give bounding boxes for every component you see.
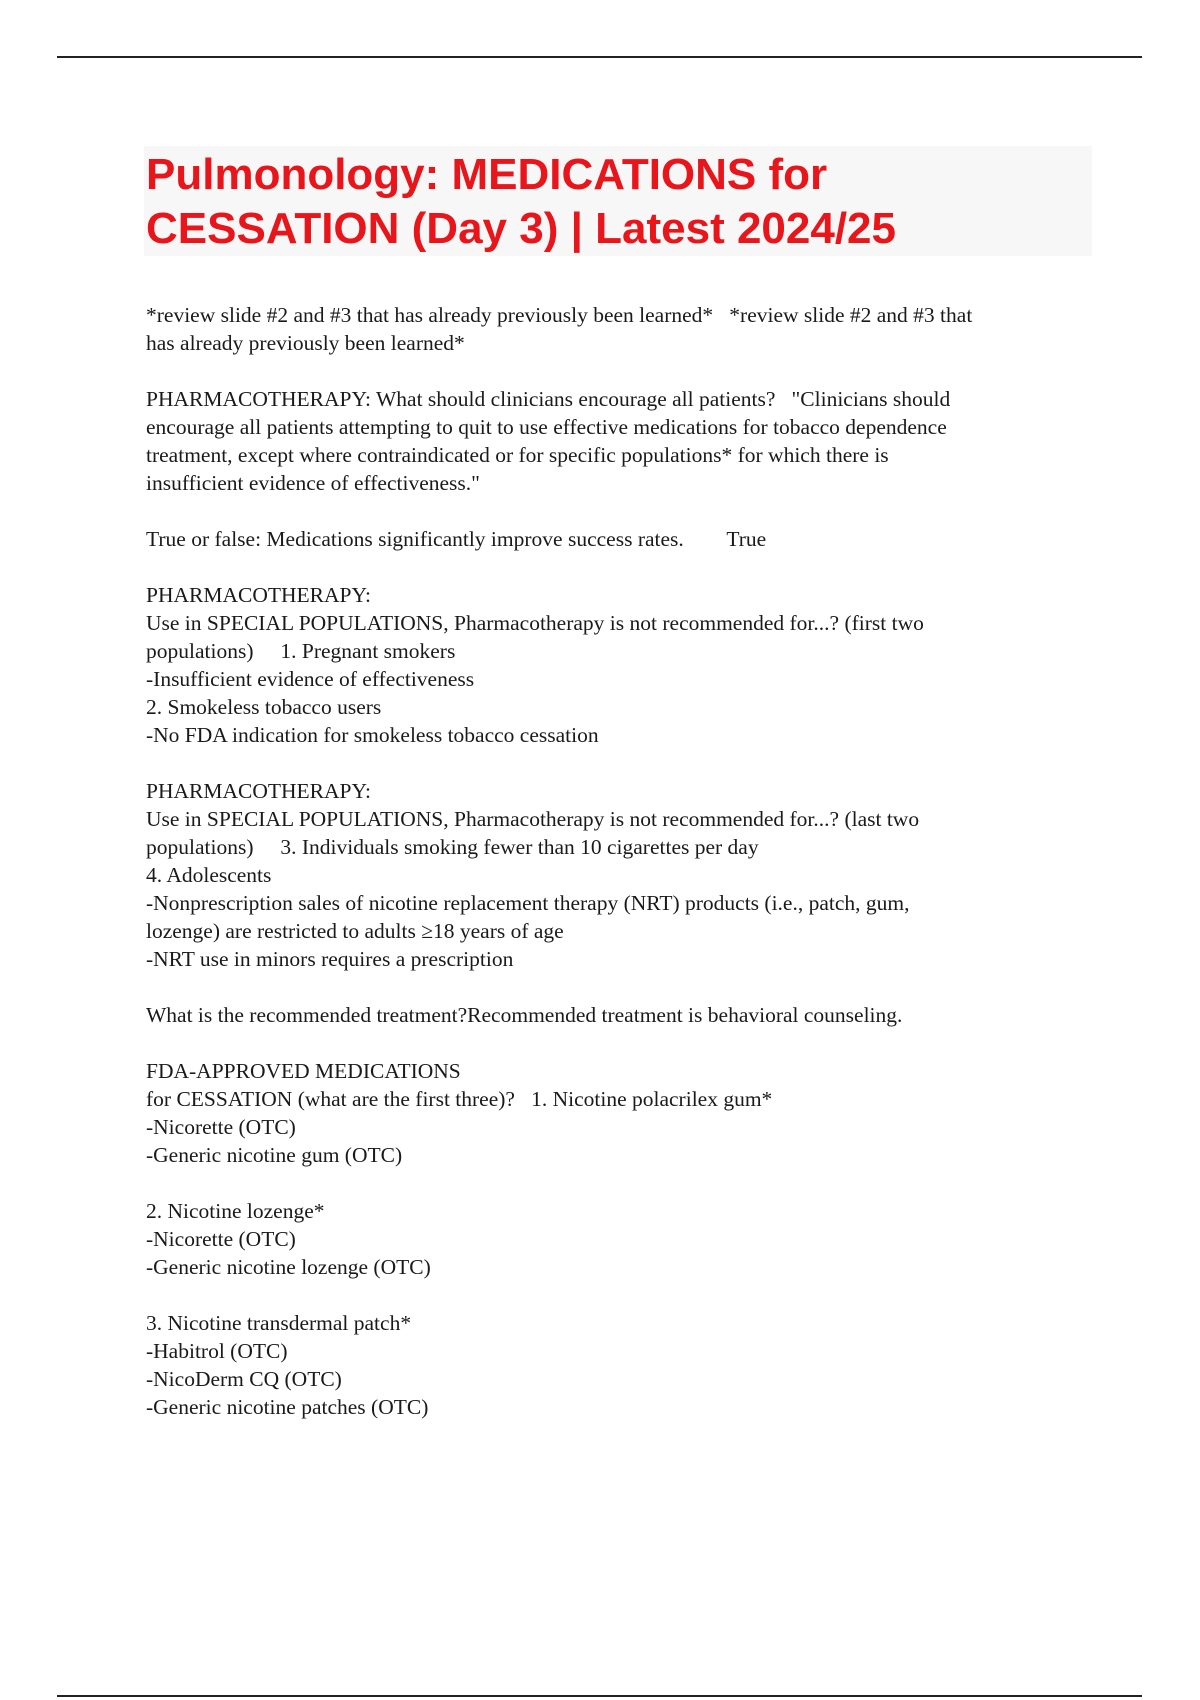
paragraph-line: -Nicorette (OTC) xyxy=(146,1115,296,1139)
paragraph-line: -Insufficient evidence of effectiveness xyxy=(146,667,475,691)
paragraph-line: 2. Smokeless tobacco users xyxy=(146,695,382,719)
paragraph-line: -Generic nicotine gum (OTC) xyxy=(146,1143,403,1167)
paragraph-line: PHARMACOTHERAPY: xyxy=(146,583,372,607)
paragraph xyxy=(146,1197,1086,1281)
paragraph-line: populations) 3. Individuals smoking fewer than 10 cigarettes per day xyxy=(146,835,759,859)
page-title xyxy=(146,146,1090,256)
title-banner xyxy=(144,146,1092,256)
paragraph xyxy=(146,301,1086,357)
paragraph xyxy=(146,581,1086,749)
paragraph-line: PHARMACOTHERAPY: What should clinicians encourage all patients? "Clinicians should xyxy=(146,387,951,411)
paragraph-line: -Generic nicotine patches (OTC) xyxy=(146,1395,429,1419)
paragraph-line: Use in SPECIAL POPULATIONS, Pharmacotherapy is not recommended for...? (first two xyxy=(146,611,924,635)
bottom-rule xyxy=(57,1695,1142,1697)
paragraph-line: -Habitrol (OTC) xyxy=(146,1339,288,1363)
paragraph xyxy=(146,1309,1086,1421)
paragraph-line: 4. Adolescents xyxy=(146,863,272,887)
paragraph-line: -NicoDerm CQ (OTC) xyxy=(146,1367,342,1391)
paragraph-line: FDA-APPROVED MEDICATIONS xyxy=(146,1059,461,1083)
paragraph-line: -Nonprescription sales of nicotine replacement therapy (NRT) products (i.e., patch, gum, xyxy=(146,891,910,915)
document-body xyxy=(146,301,1086,1449)
paragraph-line: encourage all patients attempting to quit to use effective medications for tobacco dependence xyxy=(146,415,947,439)
paragraph-line: -NRT use in minors requires a prescription xyxy=(146,947,514,971)
title-line-1: Pulmonology: MEDICATIONS for xyxy=(146,150,828,199)
paragraph-line: 3. Nicotine transdermal patch* xyxy=(146,1311,412,1335)
paragraph-line: lozenge) are restricted to adults ≥18 years of age xyxy=(146,919,564,943)
paragraph-line: populations) 1. Pregnant smokers xyxy=(146,639,456,663)
paragraph xyxy=(146,777,1086,973)
paragraph-line: -Generic nicotine lozenge (OTC) xyxy=(146,1255,431,1279)
title-line-2: CESSATION (Day 3) | Latest 2024/25 xyxy=(146,204,896,253)
paragraph-line: has already previously been learned* xyxy=(146,331,465,355)
paragraph-line: What is the recommended treatment?Recommended treatment is behavioral counseling. xyxy=(146,1003,903,1027)
paragraph xyxy=(146,1057,1086,1169)
paragraph-line: insufficient evidence of effectiveness." xyxy=(146,471,480,495)
paragraph-line: Use in SPECIAL POPULATIONS, Pharmacotherapy is not recommended for...? (last two xyxy=(146,807,920,831)
paragraph-line: -Nicorette (OTC) xyxy=(146,1227,296,1251)
paragraph-line: 2. Nicotine lozenge* xyxy=(146,1199,325,1223)
paragraph xyxy=(146,525,1086,553)
paragraph-line: treatment, except where contraindicated or for specific populations* for which there is xyxy=(146,443,889,467)
paragraph-line: PHARMACOTHERAPY: xyxy=(146,779,372,803)
paragraph-line: *review slide #2 and #3 that has already previously been learned* *review slide #2 and #3 that xyxy=(146,303,973,327)
paragraph-line: True or false: Medications significantly improve success rates. True xyxy=(146,527,767,551)
paragraph xyxy=(146,1001,1086,1029)
paragraph xyxy=(146,385,1086,497)
top-rule xyxy=(57,56,1142,58)
paragraph-line: -No FDA indication for smokeless tobacco cessation xyxy=(146,723,599,747)
paragraph-line: for CESSATION (what are the first three)? 1. Nicotine polacrilex gum* xyxy=(146,1087,773,1111)
